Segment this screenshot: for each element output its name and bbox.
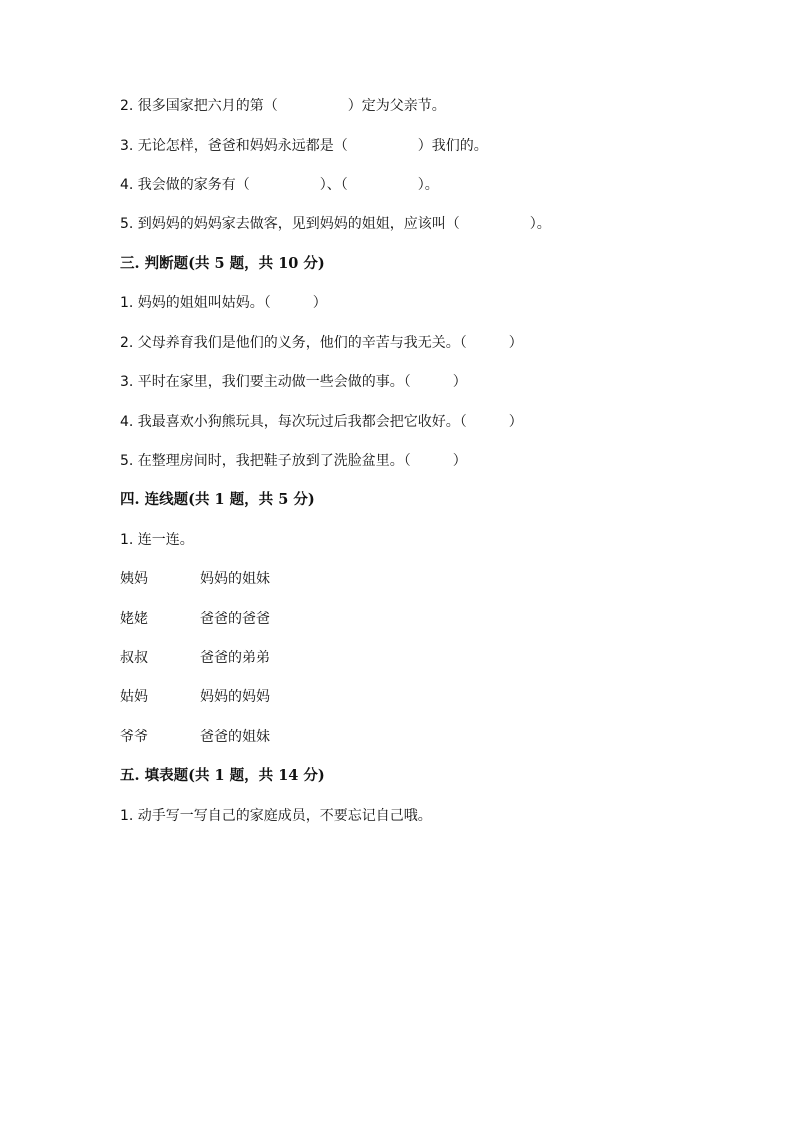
judgement-question-3: 3. 平时在家里，我们要主动做一些会做的事。（ ）: [120, 374, 467, 390]
judgement-question-4: 4. 我最喜欢小狗熊玩具，每次玩过后我都会把它收好。（ ）: [120, 414, 523, 430]
matching-right-term: 爸爸的姐妹: [200, 729, 270, 745]
matching-left-term: 姨妈: [120, 571, 148, 587]
judgement-question-2: 2. 父母养育我们是他们的义务，他们的辛苦与我无关。（ ）: [120, 335, 523, 351]
matching-right-term: 爸爸的弟弟: [200, 650, 270, 666]
matching-question: 1. 连一连。: [120, 532, 194, 548]
matching-left-term: 姥姥: [120, 611, 148, 627]
matching-left-term: 爷爷: [120, 729, 148, 745]
judgement-question-1: 1. 妈妈的姐姐叫姑妈。（ ）: [120, 295, 327, 311]
section-3-heading: 三. 判断题(共 5 题，共 10 分): [120, 255, 325, 272]
matching-right-term: 妈妈的姐妹: [200, 571, 270, 587]
fill-blank-question-5: 5. 到妈妈的妈妈家去做客，见到妈妈的姐姐，应该叫（ ）。: [120, 216, 551, 232]
matching-left-term: 叔叔: [120, 650, 148, 666]
section-5-heading: 五. 填表题(共 1 题，共 14 分): [120, 767, 325, 784]
judgement-question-5: 5. 在整理房间时，我把鞋子放到了洗脸盆里。（ ）: [120, 453, 467, 469]
section-4-heading: 四. 连线题(共 1 题，共 5 分): [120, 491, 315, 508]
matching-right-term: 妈妈的妈妈: [200, 689, 270, 705]
table-fill-question: 1. 动手写一写自己的家庭成员，不要忘记自己哦。: [120, 808, 432, 824]
matching-left-term: 姑妈: [120, 689, 148, 705]
matching-right-term: 爸爸的爸爸: [200, 611, 270, 627]
fill-blank-question-3: 3. 无论怎样，爸爸和妈妈永远都是（ ）我们的。: [120, 138, 488, 154]
fill-blank-question-4: 4. 我会做的家务有（ ）、（ ）。: [120, 177, 439, 193]
fill-blank-question-2: 2. 很多国家把六月的第（ ）定为父亲节。: [120, 98, 446, 114]
